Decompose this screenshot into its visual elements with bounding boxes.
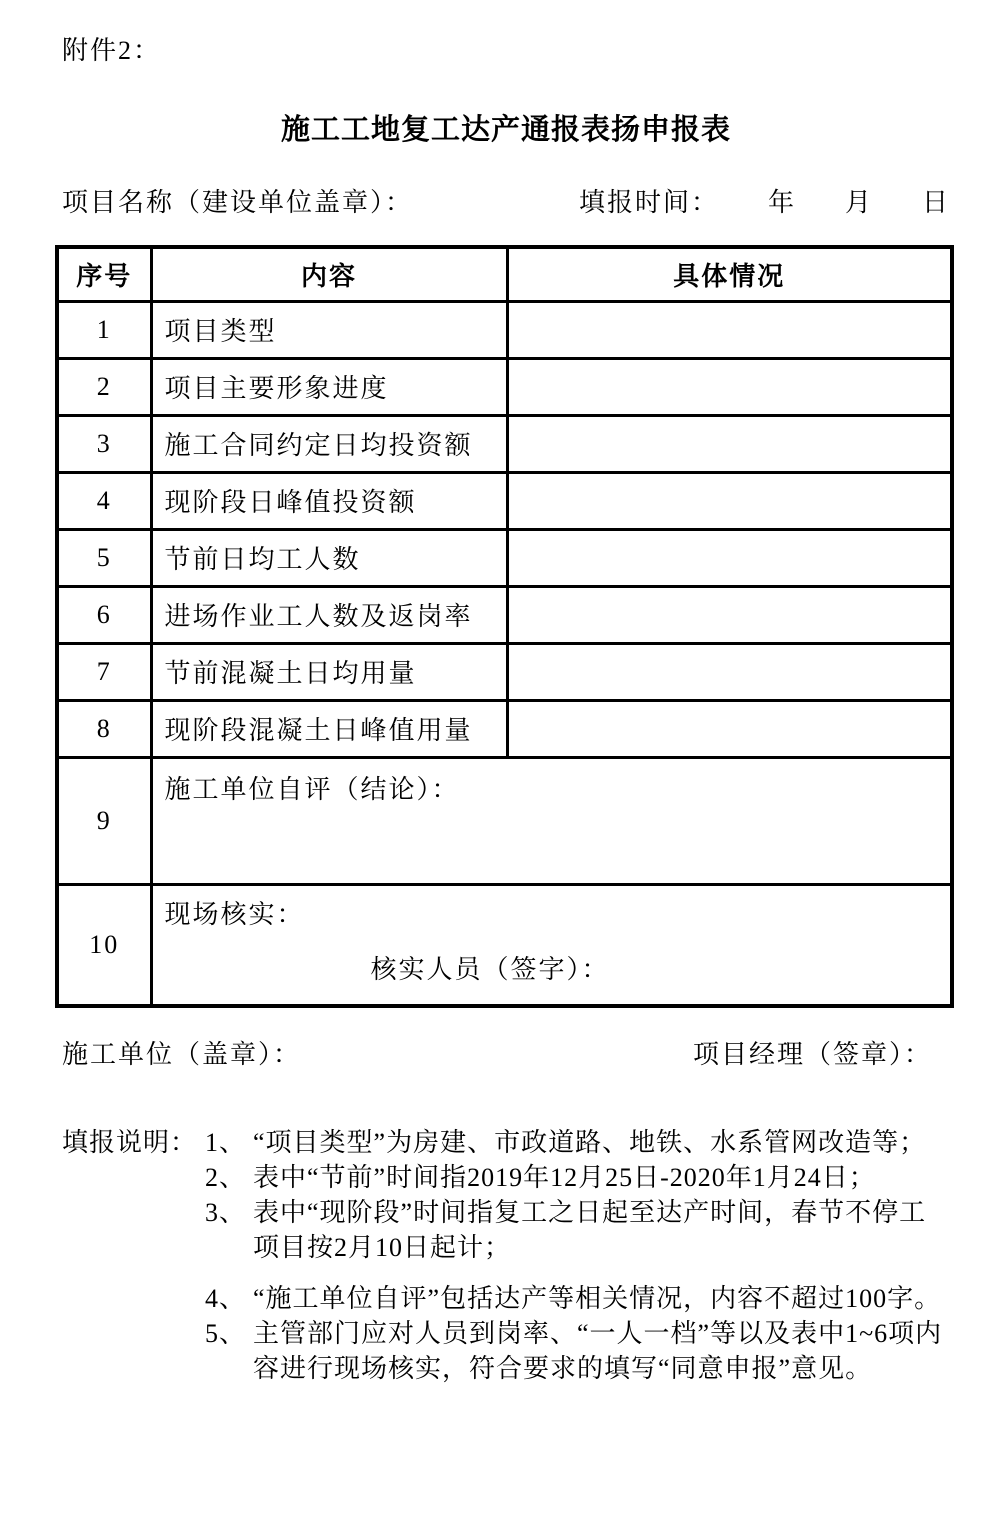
note-number: 1、 [205,1128,247,1157]
row-detail [507,586,952,643]
note-text: 表中“现阶段”时间指复工之日起至达产时间，春节不停工项目按2月10日起计； [253,1198,927,1262]
year-label: 年 [767,188,796,217]
row-content: 节前混凝土日均用量 [151,643,507,700]
row-number: 3 [57,415,151,472]
fill-time-label: 填报时间： [578,188,719,217]
row-content: 进场作业工人数及返岗率 [151,586,507,643]
self-evaluation-label: 施工单位自评（结论）： [164,774,460,804]
note-item [205,1281,950,1316]
note-number: 4、 [205,1284,247,1313]
signature-row [62,1034,950,1071]
table-row [57,529,952,586]
row-number: 4 [57,472,151,529]
row-content: 现阶段混凝土日峰值用量 [151,700,507,757]
report-table [55,245,954,1008]
self-evaluation-cell [151,757,952,884]
notes-items [205,1125,950,1386]
notes-section [62,1125,950,1386]
row-detail [507,301,952,358]
row-number: 5 [57,529,151,586]
row-detail [507,358,952,415]
note-number: 5、 [205,1319,247,1348]
site-verification-cell [151,884,952,1006]
table-row [57,643,952,700]
table-header-row [57,247,952,301]
row-number: 10 [57,884,151,1006]
row-detail [507,472,952,529]
fill-time-group [579,182,950,219]
table-header-content: 内容 [151,247,507,301]
table-row [57,586,952,643]
meta-row [62,182,950,219]
row-number: 1 [57,301,151,358]
note-item [205,1195,950,1265]
row-content: 施工合同约定日均投资额 [151,415,507,472]
note-text: “施工单位自评”包括达产等相关情况，内容不超过100字。 [253,1284,942,1313]
row-number: 9 [57,757,151,884]
note-item [205,1316,950,1386]
attachment-label: 附件2： [62,36,162,65]
note-number: 2、 [205,1163,247,1192]
project-name-label: 项目名称（建设单位盖章）： [62,188,414,217]
table-row [57,358,952,415]
project-manager-signature-label: 项目经理（签章）： [692,1040,932,1069]
page-title: 施工工地复工达产通报表扬申报表 [280,114,731,146]
table-row [57,415,952,472]
note-item [205,1125,950,1160]
note-text: “项目类型”为房建、市政道路、地铁、水系管网改造等； [253,1128,927,1157]
note-item [205,1160,950,1195]
table-header-detail: 具体情况 [507,247,952,301]
row-number: 8 [57,700,151,757]
note-number: 3、 [205,1198,247,1227]
site-verification-row [57,884,952,1006]
note-text: 主管部门应对人员到岗率、“一人一档”等以及表中1~6项内容进行现场核实，符合要求的填写“同意申报”意见。 [253,1319,943,1383]
notes-label: 填报说明： [62,1128,198,1157]
note-text: 表中“节前”时间指2019年12月25日-2020年1月24日； [253,1163,876,1192]
month-label: 月 [844,188,873,217]
table-row [57,700,952,757]
site-verification-label: 现场核实： [164,899,305,929]
row-number: 6 [57,586,151,643]
self-evaluation-row [57,757,952,884]
table-row [57,472,952,529]
row-detail [507,643,952,700]
table-header-no: 序号 [57,247,151,301]
day-label: 日 [921,188,950,217]
row-content: 现阶段日峰值投资额 [151,472,507,529]
row-number: 7 [57,643,151,700]
verifier-signature-label: 核实人员（签字）： [370,955,610,984]
row-number: 2 [57,358,151,415]
row-content: 项目类型 [151,301,507,358]
row-detail [507,529,952,586]
row-detail [507,700,952,757]
row-detail [507,415,952,472]
row-content: 节前日均工人数 [151,529,507,586]
row-content: 项目主要形象进度 [151,358,507,415]
construction-unit-seal-label: 施工单位（盖章）： [62,1040,302,1069]
table-row [57,301,952,358]
